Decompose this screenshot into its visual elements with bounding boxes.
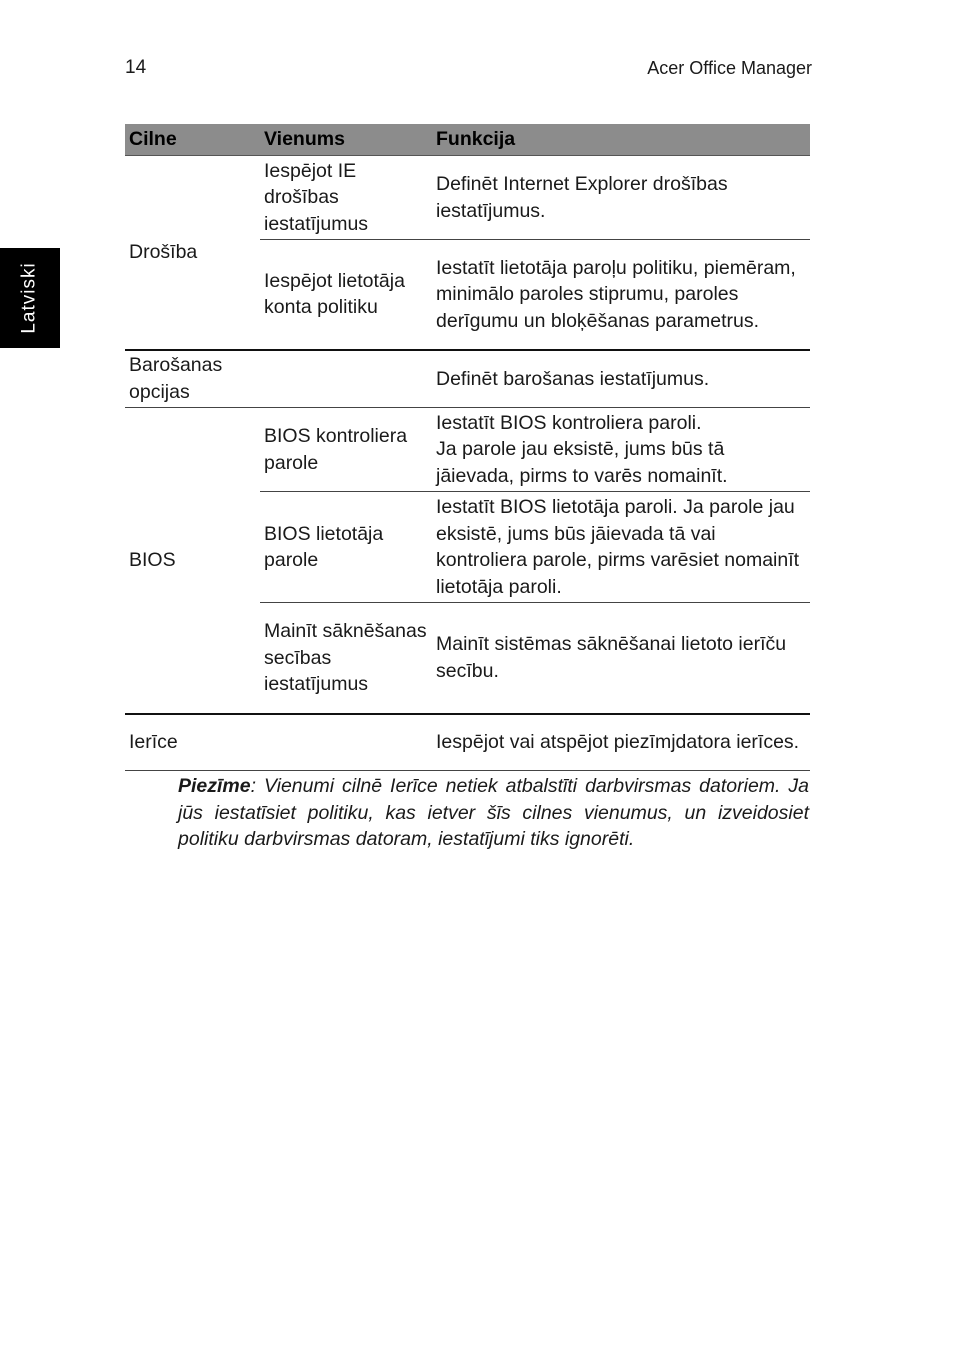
- table-row: [125, 350, 810, 408]
- table-header-row: [125, 124, 810, 156]
- item-cell: [260, 350, 432, 408]
- column-header-tab: Cilne: [125, 124, 260, 156]
- running-header-title: Acer Office Manager: [647, 58, 812, 78]
- column-header-item: Vienums: [260, 124, 432, 156]
- table-row: [125, 714, 810, 771]
- table-row: [125, 156, 810, 240]
- item-cell: BIOS lietotāja parole: [260, 492, 432, 603]
- tab-cell-bios: BIOS: [125, 408, 260, 714]
- function-cell: Iestatīt BIOS kontroliera paroli. Ja parole jau eksistē, jums būs tā jāievada, pirms to varēs nomainīt.: [432, 408, 810, 492]
- column-header-function: Funkcija: [432, 124, 810, 156]
- note-text: : Vienumi cilnē Ierīce netiek atbalstīti darbvirsmas datoriem. Ja jūs iestatīsiet politiku, kas ietver šīs cilnes vienumus, un izveidosiet politiku darbvirsmas datoram, iestatījumi tiks ignorēti.: [178, 775, 809, 850]
- function-cell: Mainīt sistēmas sāknēšanai lietoto ierīču secību.: [432, 603, 810, 714]
- language-side-tab: [0, 248, 60, 348]
- item-cell: Iespējot IE drošības iestatījumus: [264, 159, 369, 235]
- tab-cell-device: Ierīce: [125, 714, 260, 771]
- item-cell: Iespējot lietotāja konta politiku: [260, 240, 432, 350]
- language-side-tab-label: Latviski: [19, 262, 41, 334]
- table-row: [125, 408, 810, 492]
- function-cell: Definēt barošanas iestatījumus.: [432, 350, 810, 408]
- item-cell: BIOS kontroliera parole: [260, 408, 432, 492]
- note-paragraph: [178, 773, 809, 853]
- note-label: Piezīme: [178, 775, 251, 797]
- item-cell: [260, 714, 432, 771]
- page-number: 14: [125, 57, 147, 78]
- function-cell: Iestatīt BIOS lietotāja paroli. Ja parole jau eksistē, jums būs jāievada tā vai kontroliera parole, pirms varēsiet nomainīt lietotāja paroli.: [432, 492, 810, 603]
- function-cell: Iestatīt lietotāja paroļu politiku, piemēram, minimālo paroles stiprumu, paroles derīgumu un bloķēšanas parametrus.: [432, 240, 810, 350]
- item-cell: Mainīt sāknēšanas secības iestatījumus: [260, 603, 432, 714]
- tab-cell-security: Drošība: [129, 241, 198, 263]
- function-cell: Definēt Internet Explorer drošības iestatījumus.: [436, 173, 728, 222]
- tab-cell-power-options: Barošanas opcijas: [125, 350, 260, 408]
- settings-table: [125, 124, 810, 771]
- function-cell: Iespējot vai atspējot piezīmjdatora ierīces.: [432, 714, 810, 771]
